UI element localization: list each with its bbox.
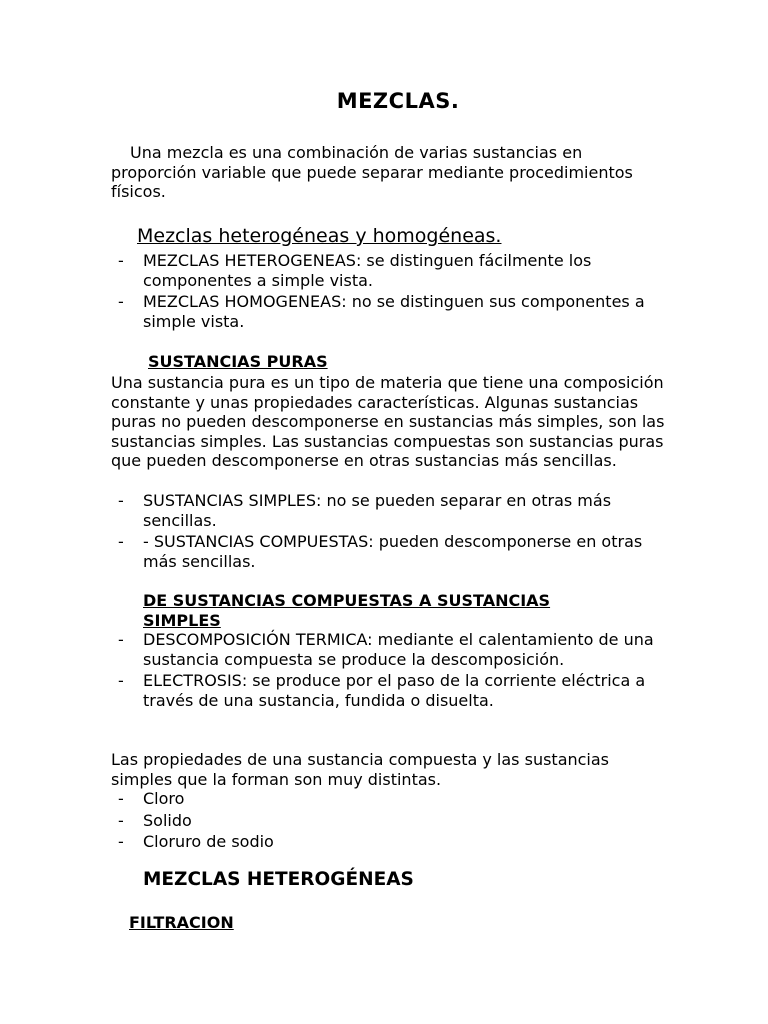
list-item-text: SUSTANCIAS SIMPLES: no se pueden separar en otras más sencillas. [143,491,612,530]
list-item-text: MEZCLAS HOMOGENEAS: no se distinguen sus componentes a simple vista. [143,292,645,331]
list-item [111,671,671,710]
list-item [111,811,671,831]
list-item [111,832,671,852]
dash-bullet: - [118,251,124,270]
list-item [111,630,671,669]
sustancias-puras-heading: SUSTANCIAS PURAS [148,352,328,371]
compuestas-heading: DE SUSTANCIAS COMPUESTAS A SUSTANCIAS SIMPLES [143,591,551,630]
list-item-text: MEZCLAS HETEROGENEAS: se distinguen fácilmente los componentes a simple vista. [143,251,592,290]
intro-paragraph: Una mezcla es una combinación de varias sustancias en proporción variable que puede separar mediante procedimientos físicos. [111,143,633,201]
dash-bullet: - [118,789,124,808]
document-title: MEZCLAS. [336,89,460,113]
list-item [111,292,671,331]
filtracion-heading: FILTRACION [129,913,234,932]
dash-bullet: - [118,671,124,690]
compuestas-list [111,630,671,712]
list-item [111,251,671,290]
sustancias-puras-paragraph: Una sustancia pura es un tipo de materia que tiene una composición constante y unas propiedades características. Algunas sustancias puras no pueden descomponerse en sustancias más simples, son las sustancias simples. Las sustancias compuestas son sustancias puras que pueden descomponerse en otras sustancias más sencillas. [111,373,665,470]
mezclas-heading: Mezclas heterogéneas y homogéneas. [137,225,502,247]
list-item-text: Cloruro de sodio [143,832,274,851]
list-item-text: Solido [143,810,192,830]
list-item-text: DESCOMPOSICIÓN TERMICA: mediante el calentamiento de una sustancia compuesta se produce la descomposición. [143,630,654,669]
list-item [111,532,671,571]
dash-bullet: - [118,292,124,311]
dash-bullet: - [118,491,124,510]
list-item [111,491,671,530]
propiedades-paragraph: Las propiedades de una sustancia compuesta y las sustancias simples que la forman son muy distintas. [111,750,610,789]
dash-bullet: - [118,532,124,551]
sustancias-list [111,491,671,573]
dash-bullet: - [118,630,124,649]
mezclas-heterogeneas-heading: MEZCLAS HETEROGÉNEAS [143,869,414,890]
list-item [111,789,671,809]
dash-bullet: - [118,832,124,851]
list-item-text: Cloro [143,789,185,808]
mezclas-list [111,251,671,333]
propiedades-list [111,789,671,854]
list-item-text: ELECTROSIS: se produce por el paso de la corriente eléctrica a través de una sustancia, fundida o disuelta. [143,671,646,710]
dash-bullet: - [118,810,124,830]
list-item-text: - SUSTANCIAS COMPUESTAS: pueden descomponerse en otras más sencillas. [143,532,643,571]
